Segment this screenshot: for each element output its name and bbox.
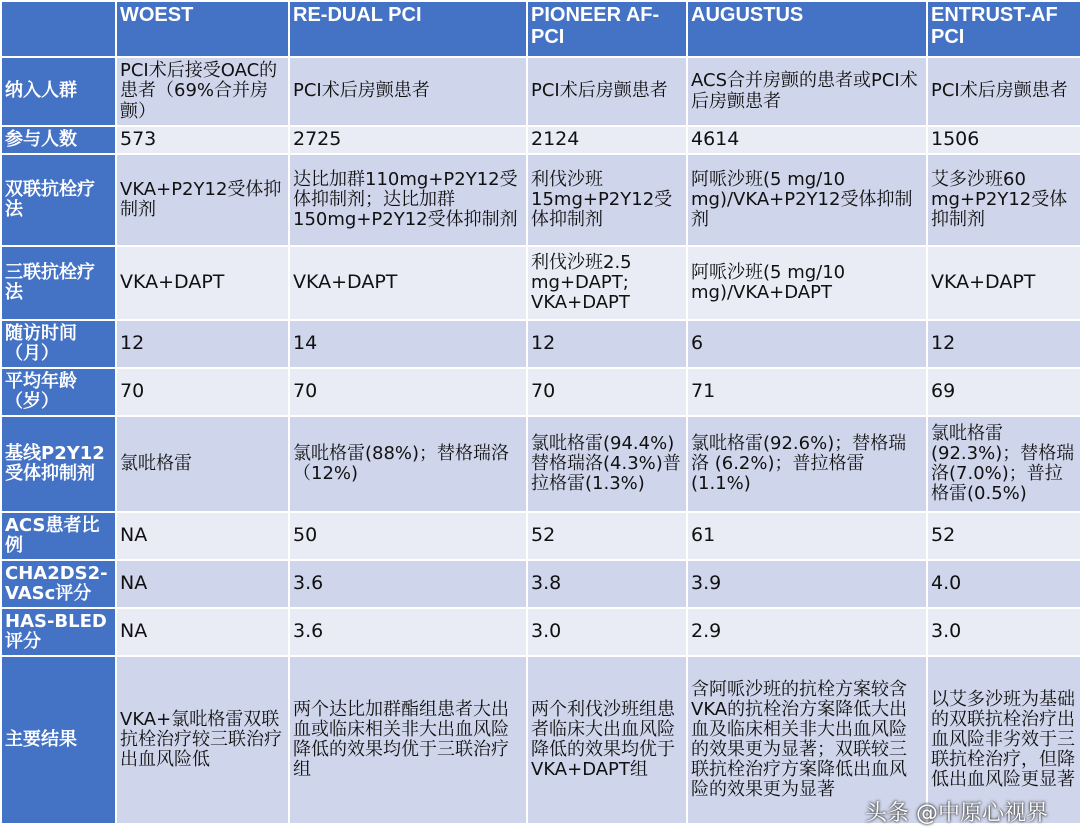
- row-label-followup: 随访时间（月）: [1, 320, 116, 368]
- cell-p2y12-entrust: 氯吡格雷(92.3%)；替格瑞洛(7.0%)；普拉格雷(0.5%): [927, 416, 1080, 512]
- header-trial-entrust-af-pci: ENTRUST-AF PCI: [927, 1, 1080, 57]
- row-label-results: 主要结果: [1, 656, 116, 824]
- cell-cha2ds2-pioneer: 3.8: [527, 560, 687, 608]
- cell-followup-entrust: 12: [927, 320, 1080, 368]
- header-corner: [1, 1, 116, 57]
- row-baseline-p2y12: [1, 416, 1080, 512]
- cell-acs-pioneer: 52: [527, 512, 687, 560]
- header-trial-re-dual-pci: RE-DUAL PCI: [289, 1, 527, 57]
- cell-age-entrust: 69: [927, 368, 1080, 416]
- cell-followup-augustus: 6: [687, 320, 927, 368]
- cell-cha2ds2-re-dual: 3.6: [289, 560, 527, 608]
- header-row: [1, 1, 1080, 57]
- row-acs-ratio: [1, 512, 1080, 560]
- cell-population-woest: PCI术后接受OAC的患者（69%合并房颤）: [116, 57, 289, 126]
- cell-participants-pioneer: 2124: [527, 126, 687, 154]
- cell-triple-entrust: VKA+DAPT: [927, 246, 1080, 320]
- cell-age-re-dual: 70: [289, 368, 527, 416]
- cell-followup-woest: 12: [116, 320, 289, 368]
- cell-participants-entrust: 1506: [927, 126, 1080, 154]
- cell-population-re-dual: PCI术后房颤患者: [289, 57, 527, 126]
- cell-hasbled-pioneer: 3.0: [527, 608, 687, 656]
- cell-participants-woest: 573: [116, 126, 289, 154]
- cell-results-augustus: 含阿哌沙班的抗栓方案较含VKA的抗栓治方案降低大出血及临床相关非大出血风险的效果更为显著；双联较三联抗栓治疗方案降低出血风险的效果更为显著: [687, 656, 927, 824]
- row-label-participants: 参与人数: [1, 126, 116, 154]
- row-label-cha2ds2-vasc: CHA2DS2-VASc评分: [1, 560, 116, 608]
- cell-triple-augustus: 阿哌沙班(5 mg/10 mg)/VKA+DAPT: [687, 246, 927, 320]
- row-label-triple-therapy: 三联抗栓疗法: [1, 246, 116, 320]
- row-triple-therapy: [1, 246, 1080, 320]
- cell-dual-re-dual: 达比加群110mg+P2Y12受体抑制剂；达比加群150mg+P2Y12受体抑制剂: [289, 154, 527, 246]
- cell-hasbled-woest: NA: [116, 608, 289, 656]
- cell-age-augustus: 71: [687, 368, 927, 416]
- cell-age-woest: 70: [116, 368, 289, 416]
- cell-triple-woest: VKA+DAPT: [116, 246, 289, 320]
- cell-p2y12-augustus: 氯吡格雷(92.6%)；替格瑞洛 (6.2%)；普拉格雷(1.1%): [687, 416, 927, 512]
- row-has-bled: [1, 608, 1080, 656]
- cell-cha2ds2-woest: NA: [116, 560, 289, 608]
- cell-triple-pioneer: 利伐沙班2.5 mg+DAPT; VKA+DAPT: [527, 246, 687, 320]
- header-trial-augustus: AUGUSTUS: [687, 1, 927, 57]
- cell-dual-woest: VKA+P2Y12受体抑制剂: [116, 154, 289, 246]
- cell-results-entrust: 以艾多沙班为基础的双联抗栓治疗出血风险非劣效于三联抗栓治疗，但降低出血风险更显著: [927, 656, 1080, 824]
- cell-followup-pioneer: 12: [527, 320, 687, 368]
- cell-acs-entrust: 52: [927, 512, 1080, 560]
- row-mean-age: [1, 368, 1080, 416]
- row-dual-therapy: [1, 154, 1080, 246]
- cell-p2y12-woest: 氯吡格雷: [116, 416, 289, 512]
- cell-acs-re-dual: 50: [289, 512, 527, 560]
- cell-acs-augustus: 61: [687, 512, 927, 560]
- cell-p2y12-re-dual: 氯吡格雷(88%)；替格瑞洛（12%): [289, 416, 527, 512]
- row-participants: [1, 126, 1080, 154]
- header-trial-pioneer-af-pci: PIONEER AF-PCI: [527, 1, 687, 57]
- row-population: [1, 57, 1080, 126]
- row-label-acs-ratio: ACS患者比例: [1, 512, 116, 560]
- cell-results-pioneer: 两个利伐沙班组患者临床大出血风险降低的效果均优于VKA+DAPT组: [527, 656, 687, 824]
- cell-population-entrust: PCI术后房颤患者: [927, 57, 1080, 126]
- cell-age-pioneer: 70: [527, 368, 687, 416]
- cell-results-woest: VKA+氯吡格雷双联抗栓治疗较三联治疗出血风险低: [116, 656, 289, 824]
- cell-cha2ds2-entrust: 4.0: [927, 560, 1080, 608]
- row-cha2ds2-vasc: [1, 560, 1080, 608]
- cell-dual-augustus: 阿哌沙班(5 mg/10 mg)/VKA+P2Y12受体抑制剂: [687, 154, 927, 246]
- cell-triple-re-dual: VKA+DAPT: [289, 246, 527, 320]
- row-label-baseline-p2y12: 基线P2Y12受体抑制剂: [1, 416, 116, 512]
- row-label-dual-therapy: 双联抗栓疗法: [1, 154, 116, 246]
- cell-population-pioneer: PCI术后房颤患者: [527, 57, 687, 126]
- cell-p2y12-pioneer: 氯吡格雷(94.4%)替格瑞洛(4.3%)普拉格雷(1.3%): [527, 416, 687, 512]
- cell-dual-entrust: 艾多沙班60 mg+P2Y12受体抑制剂: [927, 154, 1080, 246]
- cell-hasbled-re-dual: 3.6: [289, 608, 527, 656]
- cell-dual-pioneer: 利伐沙班15mg+P2Y12受体抑制剂: [527, 154, 687, 246]
- cell-population-augustus: ACS合并房颤的患者或PCI术后房颤患者: [687, 57, 927, 126]
- row-label-population: 纳入人群: [1, 57, 116, 126]
- cell-cha2ds2-augustus: 3.9: [687, 560, 927, 608]
- cell-hasbled-augustus: 2.9: [687, 608, 927, 656]
- cell-results-re-dual: 两个达比加群酯组患者大出血或临床相关非大出血风险降低的效果均优于三联治疗组: [289, 656, 527, 824]
- cell-acs-woest: NA: [116, 512, 289, 560]
- watermark: 头条 @中原心视界: [865, 801, 1048, 826]
- cell-participants-re-dual: 2725: [289, 126, 527, 154]
- row-followup: [1, 320, 1080, 368]
- row-label-mean-age: 平均年龄（岁）: [1, 368, 116, 416]
- row-label-has-bled: HAS-BLED评分: [1, 608, 116, 656]
- cell-followup-re-dual: 14: [289, 320, 527, 368]
- header-trial-woest: WOEST: [116, 1, 289, 57]
- cell-participants-augustus: 4614: [687, 126, 927, 154]
- cell-hasbled-entrust: 3.0: [927, 608, 1080, 656]
